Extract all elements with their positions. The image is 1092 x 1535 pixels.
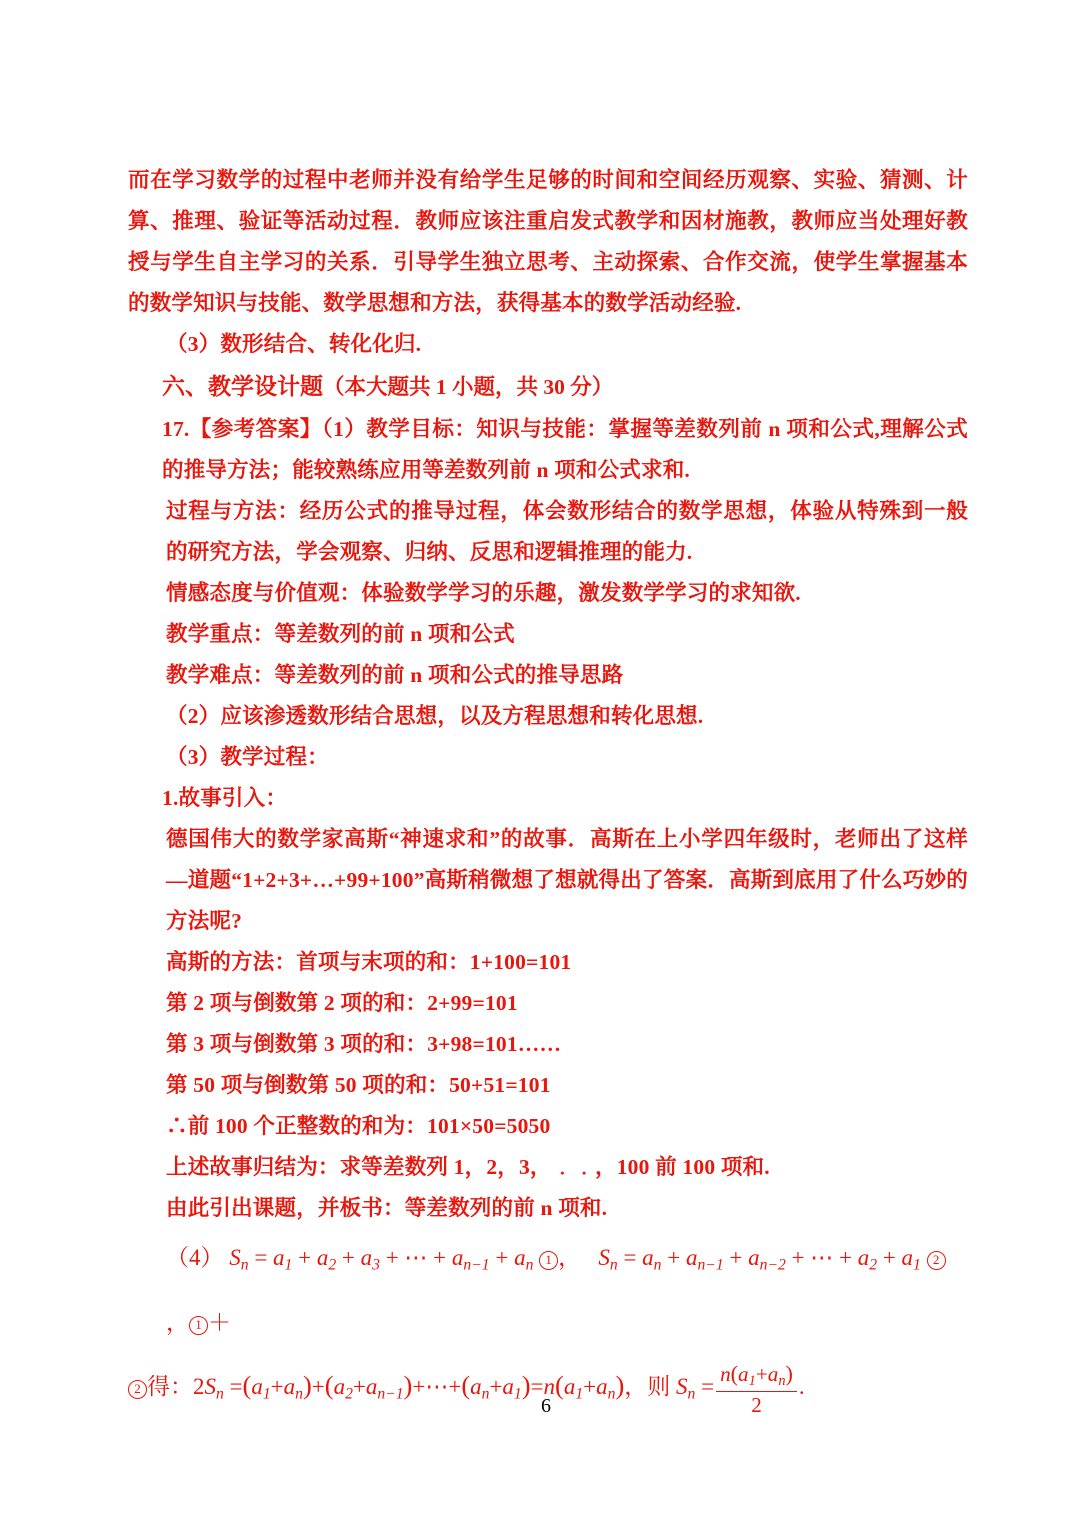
paragraph-emotion-attitude: 情感态度与价值观：体验数学学习的乐趣，激发数学学习的求知欲. [166, 581, 801, 605]
formula-line-1 [128, 1229, 968, 1352]
formula-expression-1: $S_n = a_1 + a_2 + a_3$ + ⋯ + $a_{n-1} + a_n$ 1 ， $S_n = a_n + a_{n-1} + a_{n-2}$ + ⋯ + $a_2 + a_1$ 2， 1 ＋ [166, 1245, 946, 1335]
paragraph-term-50: 第 50 项与倒数第 50 项的和：50+51=101 [166, 1073, 551, 1097]
page-number: 6 [541, 1395, 551, 1417]
paragraph-term-3: 第 3 项与倒数第 3 项的和：3+98=101…… [166, 1032, 562, 1056]
formula-label: （4） [166, 1245, 224, 1270]
section-heading [128, 365, 968, 409]
circled-number-2: 2 [927, 1251, 946, 1270]
paragraph-teaching-difficulty: 教学难点：等差数列的前 n 项和公式的推导思路 [166, 663, 624, 687]
paragraph-process-method: 过程与方法：经历公式的推导过程，体会数形结合的数学思想，体验从特殊到一般的研究方法，学会观察、归纳、反思和逻辑推理的能力. [166, 499, 968, 564]
paragraph-term-2: 第 2 项与倒数第 2 项的和：2+99=101 [166, 991, 518, 1015]
paragraph-teaching-focus: 教学重点：等差数列的前 n 项和公式 [166, 622, 515, 646]
paragraph-lead-to-topic: 由此引出课题，并板书：等差数列的前 n 项和. [166, 1196, 608, 1220]
paragraph-gauss-method: 高斯的方法：首项与末项的和：1+100=101 [166, 950, 572, 974]
formula-expression-2: 2 得：$2S_n$ $=(a_1+a_n)+(a_2+a_{n-1})+\cdots+(a_n+a_1)=n(a_1+a_n)$，则 $S_n$ = $\frac{n(a_1+a_n)}{2}$ . [128, 1374, 805, 1399]
paragraph-answer-2: （2）应该渗透数形结合思想，以及方程思想和转化思想. [166, 704, 704, 728]
circled-number-1: 1 [539, 1251, 558, 1270]
page-content [128, 160, 968, 1428]
section-heading-title: 六、教学设计题 [162, 374, 323, 399]
circled-number-2b: 2 [128, 1380, 147, 1399]
section-heading-detail: （本大题共 1 小题，共 30 分） [323, 375, 614, 399]
paragraph-answer-3-process: （3）教学过程： [166, 745, 329, 769]
paragraph-story-summary: 上述故事归结为：求等差数列 1，2，3，﹒﹒，100 前 100 项和. [166, 1155, 770, 1179]
paragraph-q17-reference-answer: 17.【参考答案】（1）教学目标：知识与技能：掌握等差数列前 n 项和公式,理解公式的推导方法；能较熟练应用等差数列前 n 项和公式求和. [162, 417, 968, 482]
paragraph-answer-3: （3）数形结合、转化化归. [166, 332, 422, 356]
circled-number-1b: 1 [189, 1316, 208, 1335]
paragraph-intro: 而在学习数学的过程中老师并没有给学生足够的时间和空间经历观察、实验、猜测、计算、推理、验证等活动过程．教师应该注重启发式教学和因材施教，教师应当处理好教授与学生自主学习的关系．引导学生独立思考、主动探索、合作交流，使学生掌握基本的数学知识与技能、数学思想和方法，获得基本的数学活动经验. [128, 168, 968, 315]
fraction-sum-formula: $\frac{n(a_1+a_n)}{2}$ [716, 1361, 797, 1418]
paragraph-sum-conclusion: ∴前 100 个正整数的和为：101×50=5050 [166, 1114, 551, 1138]
paragraph-story-intro-title: 1.故事引入： [162, 786, 288, 810]
paragraph-gauss-story: 德国伟大的数学家高斯“神速求和”的故事．高斯在上小学四年级时，老师出了这样—道题“1+2+3+…+99+100”高斯稍微想了想就得出了答案．高斯到底用了什么巧妙的方法呢? [166, 827, 968, 933]
